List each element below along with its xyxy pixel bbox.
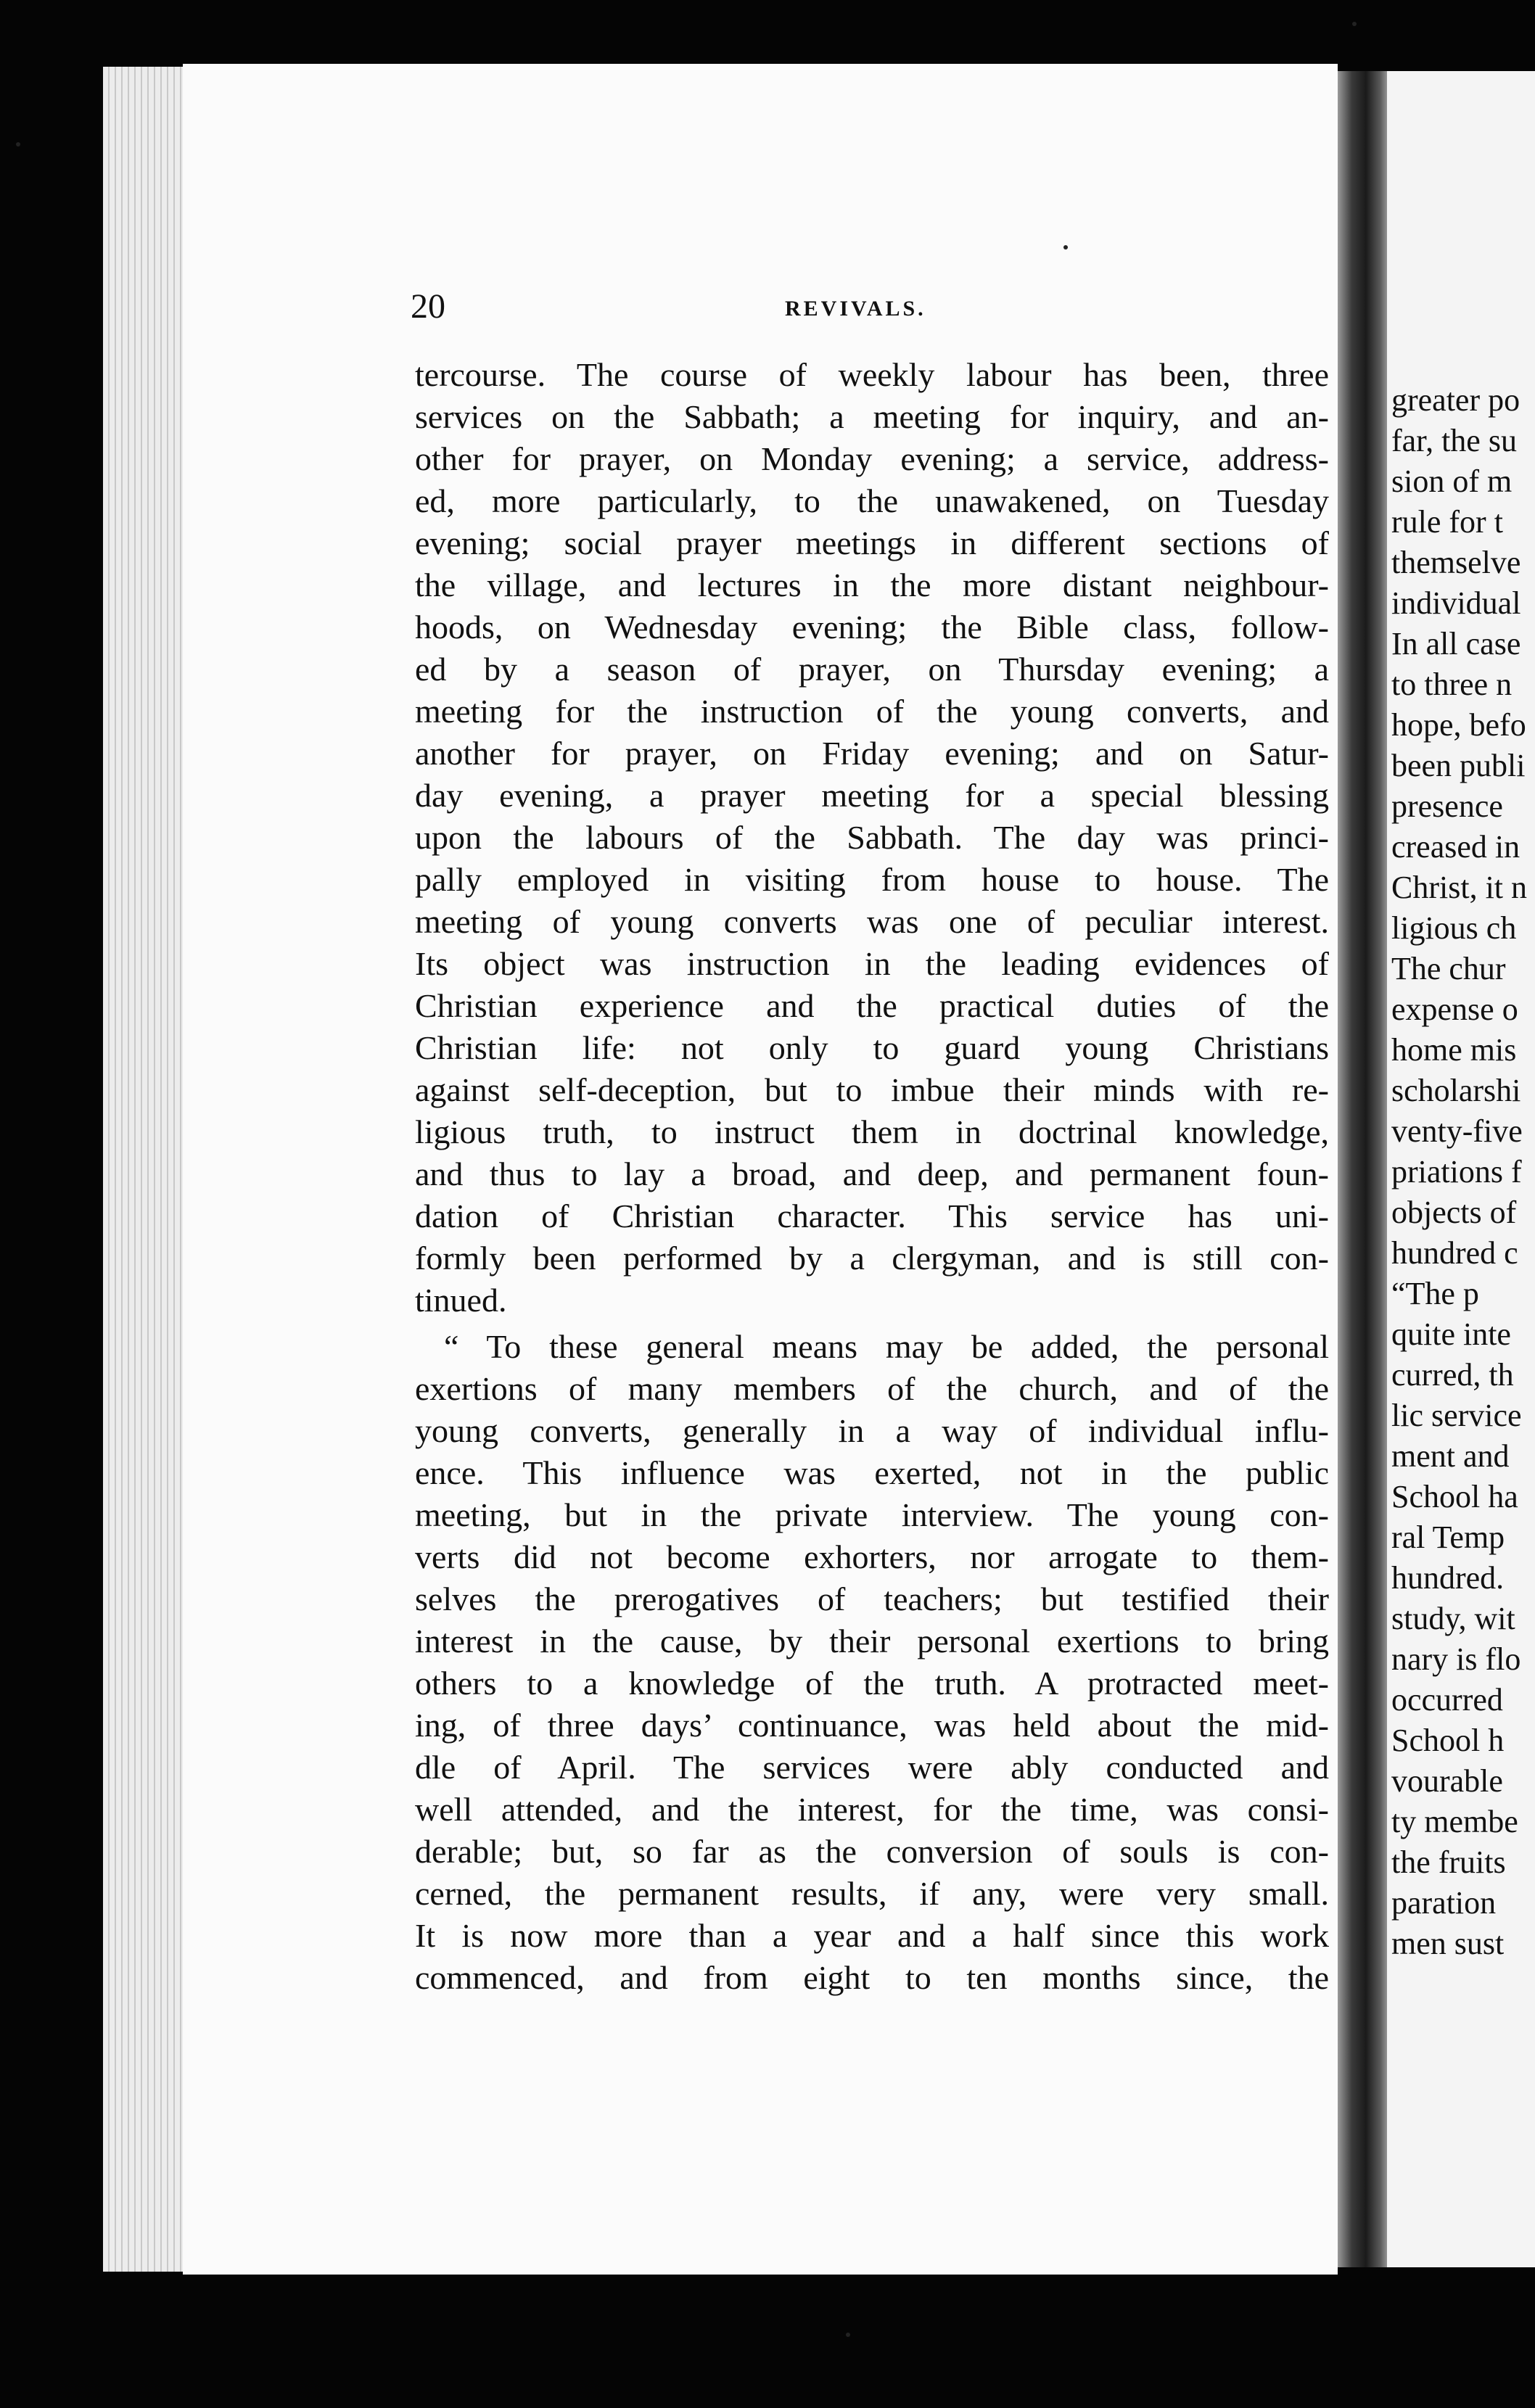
text-line: selves the prerogatives of teachers; but testified their: [415, 1580, 1329, 1617]
right-page-line: curred, th: [1391, 1357, 1514, 1393]
page-number: 20: [411, 287, 445, 326]
right-page-line: the fruits: [1391, 1844, 1506, 1880]
right-page-line: study, wit: [1391, 1601, 1515, 1636]
right-page-line: occurred: [1391, 1682, 1503, 1718]
right-page-line: paration: [1391, 1885, 1497, 1921]
scan-speck: [1352, 22, 1357, 26]
text-line: hoods, on Wednesday evening; the Bible class, follow-: [415, 609, 1329, 646]
text-line: derable; but, so far as the conversion of souls is con-: [415, 1833, 1329, 1870]
right-page-line: vourable: [1391, 1763, 1503, 1799]
right-page-line: been publi: [1391, 748, 1526, 783]
main-text-column: [415, 354, 1329, 1999]
text-line: against self-deception, but to imbue their minds with re-: [415, 1071, 1329, 1108]
right-page-line: expense o: [1391, 991, 1518, 1027]
text-line: another for prayer, on Friday evening; and on Satur-: [415, 735, 1329, 772]
text-line: day evening, a prayer meeting for a special blessing: [415, 777, 1329, 814]
text-line: meeting, but in the private interview. The young con-: [415, 1496, 1329, 1533]
right-page-line: scholarshi: [1391, 1073, 1521, 1108]
text-line: the village, and lectures in the more distant neighbour-: [415, 566, 1329, 603]
right-page-line: nary is flo: [1391, 1641, 1521, 1677]
right-page-line: rule for t: [1391, 504, 1503, 540]
right-page-line: men sust: [1391, 1926, 1505, 1961]
right-page-line: priations f: [1391, 1154, 1522, 1189]
right-page-line: hope, befo: [1391, 707, 1526, 743]
text-line: It is now more than a year and a half since this work: [415, 1917, 1329, 1954]
right-page-line: far, the su: [1391, 423, 1517, 458]
text-line: and thus to lay a broad, and deep, and permanent foun-: [415, 1155, 1329, 1192]
text-line: meeting for the instruction of the young converts, and: [415, 693, 1329, 730]
text-line: well attended, and the interest, for the time, was consi-: [415, 1791, 1329, 1828]
right-page-line: ty membe: [1391, 1804, 1518, 1839]
text-line: formly been performed by a clergyman, and is still con-: [415, 1240, 1329, 1277]
text-line: Christian life: not only to guard young Christians: [415, 1029, 1329, 1066]
right-page-line: quite inte: [1391, 1316, 1511, 1352]
text-line: upon the labours of the Sabbath. The day was princi-: [415, 819, 1329, 856]
right-page-line: lic service: [1391, 1398, 1522, 1433]
text-line: ence. This influence was exerted, not in the public: [415, 1454, 1329, 1491]
text-line: other for prayer, on Monday evening; a service, address-: [415, 440, 1329, 477]
text-line: exertions of many members of the church, and of the: [415, 1370, 1329, 1407]
right-page-line: In all case: [1391, 626, 1521, 661]
text-line: ed, more particularly, to the unawakened, on Tuesday: [415, 482, 1329, 519]
right-page-line: Christ, it n: [1391, 870, 1528, 905]
right-page-line: to three n: [1391, 667, 1513, 702]
book-gutter: [1338, 71, 1394, 2267]
text-line: services on the Sabbath; a meeting for inquiry, and an-: [415, 398, 1329, 435]
text-line: cerned, the permanent results, if any, were very small.: [415, 1875, 1329, 1912]
scan-speck: [1063, 245, 1068, 250]
text-line: young converts, generally in a way of individual influ-: [415, 1412, 1329, 1449]
text-line: tinued.: [415, 1282, 507, 1319]
right-page-line: presence: [1391, 788, 1503, 824]
right-page: [1387, 71, 1535, 2267]
text-line: verts did not become exhorters, nor arrogate to them-: [415, 1538, 1329, 1575]
right-page-line: ral Temp: [1391, 1520, 1505, 1555]
right-page-line: School h: [1391, 1723, 1505, 1758]
text-line: Its object was instruction in the leading evidences of: [415, 945, 1329, 982]
right-page-line: creased in: [1391, 829, 1520, 865]
right-page-line: themselve: [1391, 545, 1521, 580]
right-page-line: greater po: [1391, 382, 1520, 418]
right-page-line: venty-five: [1391, 1113, 1523, 1149]
text-line: Christian experience and the practical duties of the: [415, 987, 1329, 1024]
right-page-text: [1391, 380, 1535, 1964]
scan-speck: [846, 2333, 850, 2337]
right-page-line: ligious ch: [1391, 910, 1517, 946]
right-page-line: sion of m: [1391, 463, 1513, 499]
right-page-line: objects of: [1391, 1195, 1517, 1230]
right-page-line: School ha: [1391, 1479, 1518, 1514]
text-line: ed by a season of prayer, on Thursday evening; a: [415, 651, 1329, 688]
page-edges: [103, 67, 190, 2272]
right-page-line: ment and: [1391, 1438, 1510, 1474]
right-page-line: hundred c: [1391, 1235, 1518, 1271]
right-page-line: hundred.: [1391, 1560, 1505, 1596]
text-line: tercourse. The course of weekly labour has been, three: [415, 356, 1329, 393]
text-line: interest in the cause, by their personal exertions to bring: [415, 1622, 1329, 1659]
text-line: “ To these general means may be added, the personal: [444, 1328, 1329, 1365]
text-line: others to a knowledge of the truth. A protracted meet-: [415, 1665, 1329, 1702]
text-line: dle of April. The services were ably conducted and: [415, 1749, 1329, 1786]
right-page-line: individual: [1391, 585, 1521, 621]
text-line: pally employed in visiting from house to house. The: [415, 861, 1329, 898]
running-head: REVIVALS.: [785, 297, 926, 321]
text-line: meeting of young converts was one of peculiar interest.: [415, 903, 1329, 940]
text-line: ligious truth, to instruct them in doctrinal knowledge,: [415, 1113, 1329, 1150]
page-header: [411, 286, 1339, 330]
right-page-line: The chur: [1391, 951, 1506, 986]
right-page-line: home mis: [1391, 1032, 1517, 1068]
right-page-line: “The p: [1391, 1276, 1479, 1311]
text-line: evening; social prayer meetings in different sections of: [415, 524, 1329, 561]
scan-speck: [16, 142, 20, 147]
text-line: ing, of three days’ continuance, was held about the mid-: [415, 1707, 1329, 1744]
text-line: commenced, and from eight to ten months since, the: [415, 1959, 1329, 1996]
text-line: dation of Christian character. This service has uni-: [415, 1197, 1329, 1234]
